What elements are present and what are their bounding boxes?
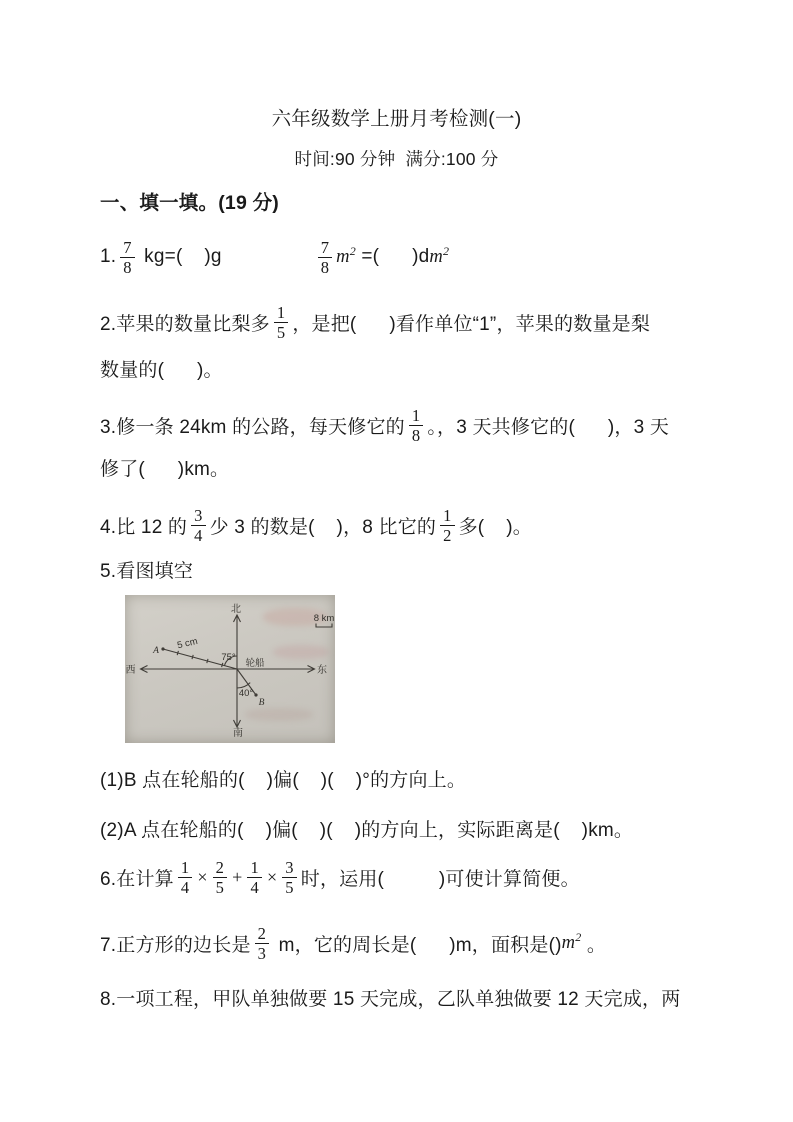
q1-m-squared-2 bbox=[429, 243, 450, 268]
q6-frac2-numerator: 2 bbox=[215, 857, 225, 877]
point-B-dot bbox=[254, 693, 257, 696]
q4-fraction-1 bbox=[191, 506, 205, 545]
q6-text-1: 6.在计算 bbox=[100, 868, 174, 890]
q1-sup2: 2 bbox=[442, 243, 450, 258]
page-title bbox=[0, 101, 793, 133]
q5-sub2-text: (2)A 点在轮船的( )偏( )( )的方向上，实际距离是( )km。 bbox=[100, 819, 634, 841]
q1-fraction-1 bbox=[120, 238, 134, 277]
question-8 bbox=[100, 982, 680, 1012]
cm-tick bbox=[177, 651, 178, 655]
q3-fraction bbox=[409, 406, 423, 445]
angle-75-label: 75° bbox=[221, 652, 236, 663]
question-3-line-1 bbox=[100, 400, 669, 450]
question-2-line-1 bbox=[100, 297, 650, 347]
q1-frac2-numerator: 7 bbox=[320, 237, 330, 257]
q4-text-3: 多( )。 bbox=[458, 516, 532, 538]
east-label: 东 bbox=[317, 665, 327, 676]
time-score-text: 时间:90 分钟 满分:100 分 bbox=[294, 148, 499, 169]
cm-tick bbox=[207, 659, 208, 663]
ship-label: 轮船 bbox=[245, 658, 265, 669]
q7-m: m bbox=[561, 932, 576, 953]
q6-frac4-denominator: 5 bbox=[282, 877, 296, 897]
q2-text-1: 2.苹果的数量比梨多 bbox=[100, 313, 270, 335]
q3-text-3: 修了( )km。 bbox=[100, 458, 230, 480]
q7-fraction bbox=[255, 924, 269, 963]
section-1-label: 一、填一填。(19 分) bbox=[100, 192, 279, 214]
q8-text: 8.一项工程，甲队单独做要 15 天完成，乙队单独做要 12 天完成，两 bbox=[100, 988, 681, 1010]
q6-times-2: × bbox=[266, 866, 278, 887]
q4-text-1: 4.比 12 的 bbox=[100, 516, 188, 538]
q1-sup1: 2 bbox=[349, 243, 356, 258]
page-title-text: 六年级数学上册月考检测(一) bbox=[271, 108, 522, 130]
length-5cm-label: 5 cm bbox=[176, 635, 199, 652]
q3-text-1: 3.修一条 24km 的公路，每天修它的 bbox=[100, 416, 405, 438]
q1-frac2-denominator: 8 bbox=[318, 257, 332, 277]
q6-frac2-denominator: 5 bbox=[213, 877, 227, 897]
q2-text-3: 数量的( )。 bbox=[100, 359, 223, 381]
q6-frac1-numerator: 1 bbox=[180, 857, 190, 877]
q1-text-1: kg=( )g bbox=[138, 246, 222, 267]
question-4 bbox=[100, 500, 532, 550]
q7-m-squared bbox=[561, 929, 582, 954]
q6-frac1-denominator: 4 bbox=[178, 877, 192, 897]
west-label: 西 bbox=[125, 665, 136, 676]
direction-diagram-image bbox=[125, 595, 335, 743]
q2-text-2: ，是把( )看作单位“1”，苹果的数量是梨 bbox=[292, 313, 651, 335]
q7-text-3: 。 bbox=[581, 934, 607, 956]
q2-frac-denominator: 5 bbox=[274, 322, 288, 342]
q4-fraction-2 bbox=[440, 506, 454, 545]
scale-8km-label: 8 km bbox=[313, 613, 335, 624]
q6-fraction-3 bbox=[247, 858, 261, 897]
question-1 bbox=[100, 232, 449, 282]
q7-frac-denominator: 3 bbox=[255, 943, 269, 963]
point-A-label: A bbox=[153, 646, 159, 656]
point-A-dot bbox=[161, 647, 164, 650]
q4-frac2-denominator: 2 bbox=[440, 525, 454, 545]
q7-text-2: m，它的周长是( )m，面积是() bbox=[273, 934, 562, 956]
q6-fraction-2 bbox=[213, 858, 227, 897]
question-5-sub-1 bbox=[100, 763, 466, 793]
q6-frac4-numerator: 3 bbox=[285, 857, 294, 877]
q4-frac1-denominator: 4 bbox=[191, 525, 205, 545]
q2-fraction bbox=[274, 303, 288, 342]
question-5-sub-2 bbox=[100, 813, 633, 843]
q4-text-2: 少 3 的数是( )，8 比它的 bbox=[209, 516, 437, 538]
question-3-line-2 bbox=[100, 451, 229, 483]
angle-40-label: 40° bbox=[238, 688, 254, 699]
south-label: 南 bbox=[233, 728, 243, 739]
q1-m-squared-1 bbox=[336, 243, 356, 268]
q6-times-1: × bbox=[197, 866, 208, 887]
q6-fraction-4 bbox=[282, 858, 296, 897]
q4-frac1-numerator: 3 bbox=[194, 505, 203, 525]
q3-frac-numerator: 1 bbox=[411, 405, 421, 425]
question-6 bbox=[100, 852, 580, 902]
q1-number: 1. bbox=[100, 246, 117, 267]
q7-frac-numerator: 2 bbox=[257, 923, 267, 943]
question-5 bbox=[100, 554, 193, 584]
q6-fraction-1 bbox=[178, 858, 192, 897]
point-B-label: B bbox=[258, 698, 265, 708]
q1-text-2: =( )d bbox=[355, 246, 430, 267]
q6-frac3-numerator: 1 bbox=[250, 857, 259, 877]
q5-sub1-text: (1)B 点在轮船的( )偏( )( )°的方向上。 bbox=[100, 769, 467, 791]
q5-label: 5.看图填空 bbox=[100, 560, 194, 582]
scale-bar-icon bbox=[316, 624, 332, 628]
q6-frac3-denominator: 4 bbox=[247, 877, 261, 897]
q1-fraction-2 bbox=[318, 238, 332, 277]
north-label: 北 bbox=[231, 604, 241, 615]
cm-tick bbox=[222, 663, 223, 667]
q6-plus: + bbox=[232, 866, 243, 887]
q2-frac-numerator: 1 bbox=[276, 302, 286, 322]
q1-frac1-denominator: 8 bbox=[120, 257, 134, 277]
cm-tick bbox=[192, 655, 193, 659]
section-1-heading bbox=[100, 186, 279, 216]
q6-text-2: 时，运用( )可使计算简便。 bbox=[300, 868, 580, 890]
q3-frac-denominator: 8 bbox=[409, 425, 423, 445]
q7-sup: 2 bbox=[575, 929, 582, 944]
q1-m1: m bbox=[336, 246, 350, 267]
page-subtitle bbox=[0, 144, 793, 172]
question-7 bbox=[100, 918, 606, 968]
q3-text-2: 。，3 天共修它的( )，3 天 bbox=[427, 416, 670, 438]
compass-diagram bbox=[125, 595, 335, 743]
q1-m2: m bbox=[429, 246, 443, 267]
q1-frac1-numerator: 7 bbox=[123, 237, 132, 257]
q4-frac2-numerator: 1 bbox=[443, 505, 452, 525]
q7-text-1: 7.正方形的边长是 bbox=[100, 934, 251, 956]
question-2-line-2 bbox=[100, 352, 223, 384]
